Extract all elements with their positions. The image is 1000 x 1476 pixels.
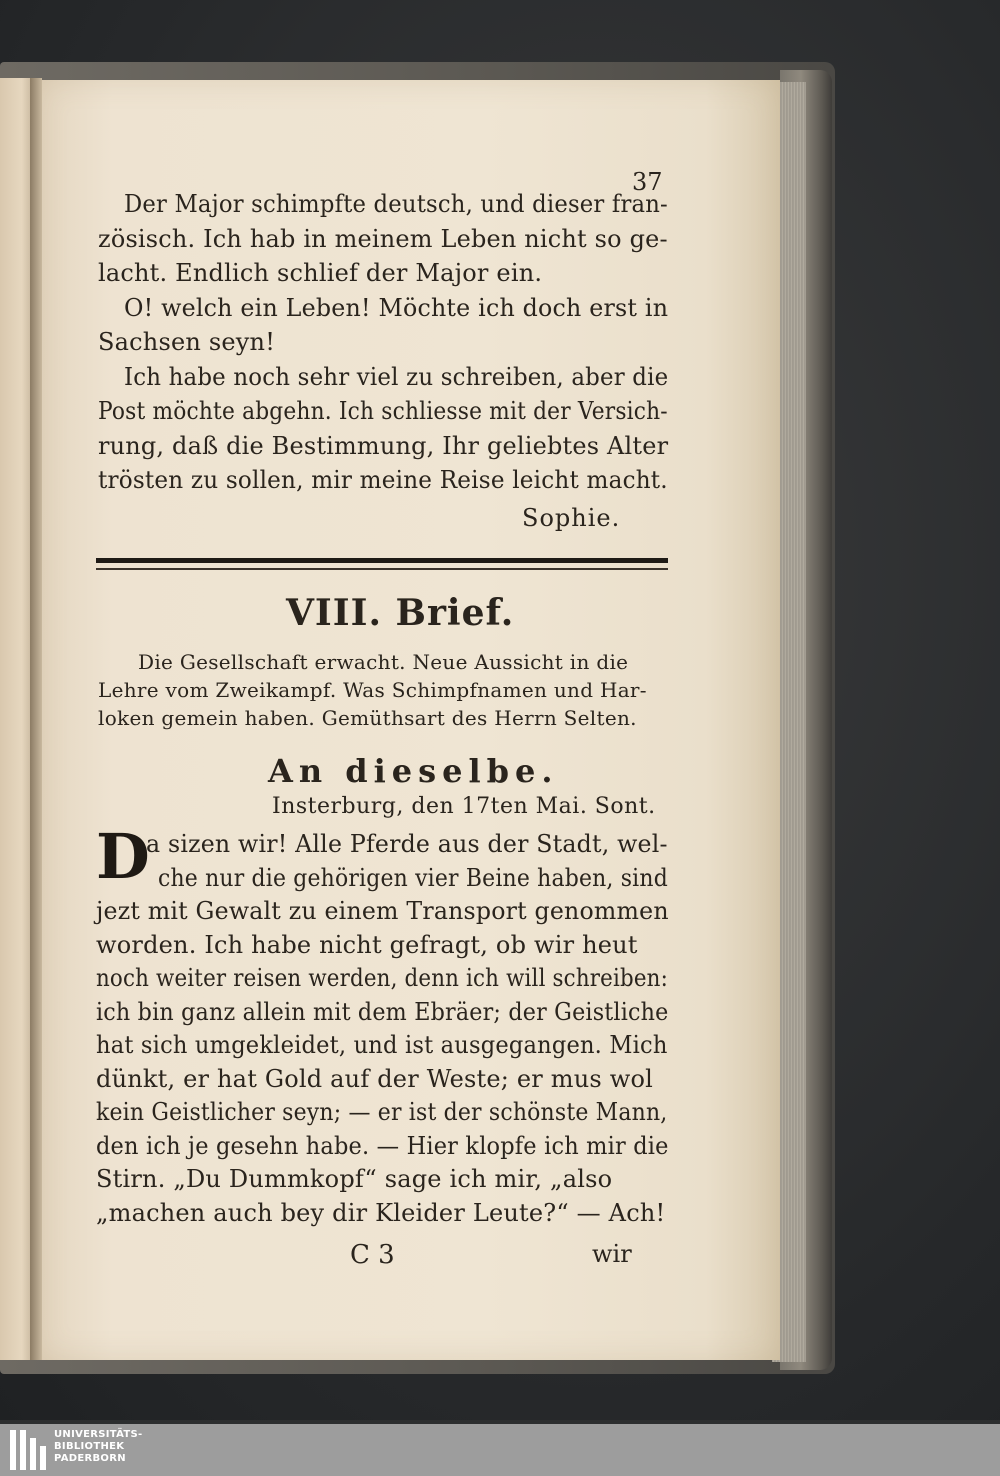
text-line: noch weiter reisen werden, denn ich will schreiben: bbox=[96, 964, 668, 992]
page-number: 37 bbox=[632, 168, 663, 196]
signature-mark: C 3 bbox=[350, 1240, 395, 1270]
summary-line: Lehre vom Zweikampf. Was Schimpfnamen und Har- bbox=[98, 678, 647, 702]
text-line: che nur die gehörigen vier Beine haben, sind bbox=[158, 863, 668, 892]
text-line: worden. Ich habe nicht gefragt, ob wir heut bbox=[96, 930, 638, 959]
letter-salutation: An dieselbe. bbox=[268, 752, 559, 790]
chapter-heading: VIII. Brief. bbox=[286, 592, 515, 634]
text-line: Der Major schimpfte deutsch, und dieser fran- bbox=[124, 190, 668, 218]
text-line: hat sich umgekleidet, und ist ausgegangen. Mich bbox=[96, 1031, 668, 1059]
text-line: den ich je gesehn habe. — Hier klopfe ich mir die bbox=[96, 1131, 669, 1160]
page-gutter bbox=[30, 78, 42, 1360]
text-line: kein Geistlicher seyn; — er ist der schönste Mann, bbox=[96, 1098, 668, 1126]
library-name-line1: UNIVERSITÄTS- bbox=[54, 1429, 143, 1440]
text-line: rung, daß die Bestimmung, Ihr geliebtes Alter bbox=[98, 431, 669, 460]
letter-dateline: Insterburg, den 17ten Mai. Sont. bbox=[272, 794, 656, 819]
text-line: Ich habe noch sehr viel zu schreiben, aber die bbox=[124, 362, 669, 391]
text-line: lacht. Endlich schlief der Major ein. bbox=[98, 259, 543, 287]
text-line: O! welch ein Leben! Möchte ich doch erst in bbox=[124, 293, 669, 322]
drop-cap: D bbox=[96, 820, 150, 893]
letter-signature: Sophie. bbox=[522, 504, 621, 532]
text-line: Sachsen seyn! bbox=[98, 328, 276, 356]
library-name bbox=[54, 1429, 143, 1465]
library-logo-icon bbox=[8, 1428, 48, 1472]
library-name-line2: BIBLIOTHEK bbox=[54, 1441, 125, 1452]
text-line: „machen auch bey dir Kleider Leute?“ — Ach! bbox=[96, 1198, 666, 1227]
text-line: zösisch. Ich hab in meinem Leben nicht so ge- bbox=[98, 224, 668, 253]
section-rule-thin bbox=[96, 568, 668, 570]
text-line: jezt mit Gewalt zu einem Transport genommen bbox=[96, 897, 669, 925]
text-line: Post möchte abgehn. Ich schliesse mit der Versich- bbox=[98, 397, 668, 425]
text-line: dünkt, er hat Gold auf der Weste; er mus wol bbox=[96, 1064, 654, 1093]
text-line: trösten zu sollen, mir meine Reise leicht macht. bbox=[98, 466, 668, 494]
summary-line: Die Gesellschaft erwacht. Neue Aussicht in die bbox=[138, 650, 629, 674]
library-footer bbox=[0, 1424, 1000, 1476]
catchword: wir bbox=[592, 1240, 632, 1268]
summary-line: loken gemein haben. Gemüthsart des Herrn Selten. bbox=[98, 706, 637, 730]
section-rule bbox=[96, 558, 668, 563]
text-line: ich bin ganz allein mit dem Ebräer; der Geistliche bbox=[96, 997, 669, 1026]
library-name-line3: PADERBORN bbox=[54, 1453, 126, 1464]
text-line: Stirn. „Du Dummkopf“ sage ich mir, „also bbox=[96, 1165, 613, 1193]
text-line: a sizen wir! Alle Pferde aus der Stadt, wel- bbox=[146, 830, 668, 858]
